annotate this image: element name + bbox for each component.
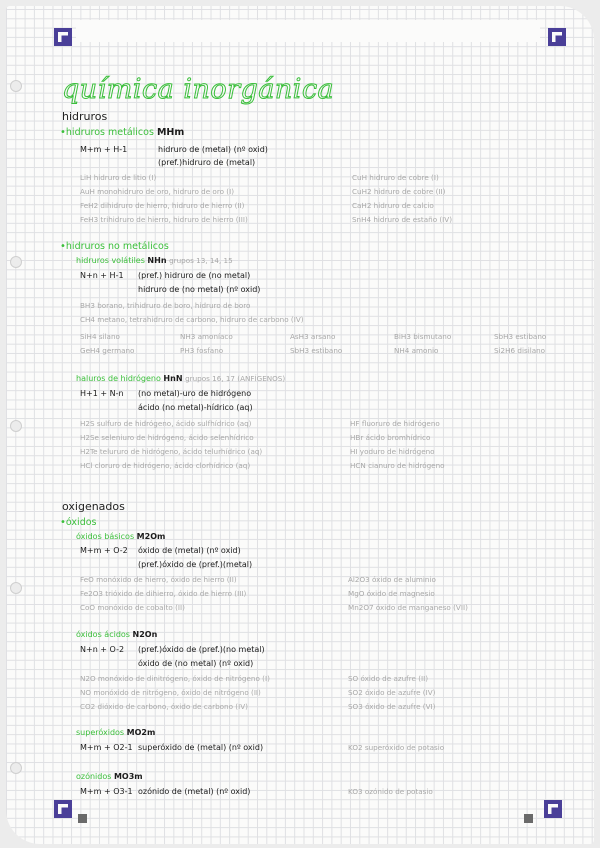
bottom-left-corner-mark: [54, 800, 72, 818]
example-item: N2O monóxido de dinitrógeno, óxido de nitrógeno (I): [80, 674, 270, 683]
example-item: HCN cianuro de hidrógeno: [350, 461, 445, 470]
grid-item: BiH3 bismutano: [394, 332, 452, 341]
example-item: H2Te telururo de hidrógeno, ácido telurhídrico (aq): [80, 447, 263, 456]
example-item: SO3 óxido de azufre (VI): [348, 702, 436, 711]
example-item: SnH4 hidruro de estaño (IV): [352, 215, 453, 224]
example-item: Al2O3 óxido de aluminio: [348, 575, 436, 584]
header-strip: [76, 20, 540, 42]
example-item: MgO óxido de magnesio: [348, 589, 435, 598]
rule-hidruros-metalicos: M+m + H-1: [80, 145, 128, 154]
grid-item: SbH3 estibano: [494, 332, 547, 341]
subheading-ozonidos: ozónidos MO3m: [76, 772, 143, 781]
name-rule-1: óxido de (metal) (nº oxid): [138, 546, 241, 555]
subsection-hidruros-no-metalicos: •hidruros no metálicos: [60, 241, 169, 252]
grid-item: SbH3 estibano: [290, 346, 343, 355]
name-rule-1: (no metal)-uro de hidrógeno: [138, 389, 252, 398]
example-item: CaH2 hidruro de calcio: [352, 201, 434, 210]
example-item: FeH3 trihidruro de hierro, hidruro de hierro (III): [80, 215, 248, 224]
example-item: HBr ácido bromhídrico: [350, 433, 431, 442]
name-rule-1: ozónido de (metal) (nº oxid): [138, 787, 251, 796]
rule-superoxidos: M+m + O2-1: [80, 743, 133, 752]
example-item: KO2 superóxido de potasio: [348, 743, 445, 752]
binder-hole: [10, 256, 22, 268]
grid-item: NH4 amonio: [394, 346, 439, 355]
name-rule-1: (pref.) hidruro de (no metal): [138, 271, 251, 280]
subheading-superoxidos: superóxidos MO2m: [76, 728, 156, 737]
example-item: FeO monóxido de hierro, óxido de hierro (II): [80, 575, 237, 584]
example-item: AuH monohidruro de oro, hidruro de oro (I): [80, 187, 235, 196]
grid-item: GeH4 germano: [80, 346, 135, 355]
example-item: SO2 óxido de azufre (IV): [348, 688, 436, 697]
name-rule-2: óxido de (no metal) (nº oxid): [138, 659, 254, 668]
rule-acidos: N+n + O-2: [80, 645, 125, 654]
subsection-oxidos: •óxidos: [60, 517, 97, 528]
example-item: KO3 ozónido de potasio: [348, 787, 433, 796]
example-item: H2Se seleniuro de hidrógeno, ácido selenhídrico: [80, 433, 254, 442]
example-item: BH3 borano, trihidruro de boro, hidruro de boro: [80, 301, 251, 310]
grid-item: PH3 fosfano: [180, 346, 224, 355]
name-rule-2: (pref.)óxido de (pref.)(metal): [138, 560, 253, 569]
example-item: CoO monóxido de cobalto (II): [80, 603, 185, 612]
example-item: SO óxido de azufre (II): [348, 674, 429, 683]
page-title: química inorgánica: [62, 74, 335, 105]
subsection-hidruros-metalicos: •hidruros metálicos MHm: [60, 127, 185, 138]
top-right-corner-mark: [548, 28, 566, 46]
grid-item: Si2H6 disilano: [494, 346, 546, 355]
example-item: NO monóxido de nitrógeno, óxido de nitrógeno (II): [80, 688, 261, 697]
rule-basicos: M+m + O-2: [80, 546, 128, 555]
bottom-right-corner-mark: [544, 800, 562, 818]
rule-ozonidos: M+m + O3-1: [80, 787, 133, 796]
example-item: H2S sulfuro de hidrógeno, ácido sulfhídrico (aq): [80, 419, 252, 428]
example-item: Mn2O7 óxido de manganeso (VII): [348, 603, 468, 612]
rule-volatiles: N+n + H-1: [80, 271, 124, 280]
example-item: CH4 metano, tetrahidruro de carbono, hidruro de carbono (IV): [80, 315, 304, 324]
section-heading-oxigenados: oxigenados: [62, 500, 125, 513]
top-left-corner-mark: [54, 28, 72, 46]
subheading-oxidos-acidos: óxidos ácidos N2On: [76, 630, 158, 639]
binder-hole: [10, 762, 22, 774]
section-heading-hidruros: hidruros: [62, 110, 108, 123]
binder-hole: [10, 80, 22, 92]
example-item: HI yoduro de hidrógeno: [350, 447, 435, 456]
example-item: FeH2 dihidruro de hierro, hidruro de hierro (II): [80, 201, 245, 210]
subheading-hidruros-volatiles: hidruros volátiles NHn grupos 13, 14, 15: [76, 256, 233, 265]
bottom-right-square: [524, 814, 533, 823]
binder-hole: [10, 582, 22, 594]
example-item: HCl cloruro de hidrógeno, ácido clorhídrico (aq): [80, 461, 251, 470]
example-item: CuH hidruro de cobre (I): [352, 173, 439, 182]
grid-item: SiH4 silano: [80, 332, 120, 341]
bottom-left-square: [78, 814, 87, 823]
example-item: LiH hidruro de litio (I): [80, 173, 157, 182]
name-rule-2: ácido (no metal)-hídrico (aq): [138, 403, 253, 412]
name-rule-2: (pref.)hidruro de (metal): [158, 158, 256, 167]
example-item: HF fluoruro de hidrógeno: [350, 419, 440, 428]
grid-item: AsH3 arsano: [290, 332, 336, 341]
binder-hole: [10, 420, 22, 432]
grid-item: NH3 amoníaco: [180, 332, 233, 341]
rule-haluros: H+1 + N-n: [80, 389, 124, 398]
name-rule-1: hidruro de (metal) (nº oxid): [158, 145, 268, 154]
name-rule-1: superóxido de (metal) (nº oxid): [138, 743, 264, 752]
subheading-haluros: haluros de hidrógeno HnN grupos 16, 17 (ANFÍGENOS): [76, 374, 286, 383]
example-item: Fe2O3 trióxido de dihierro, óxido de hierro (III): [80, 589, 247, 598]
name-rule-1: (pref.)óxido de (pref.)(no metal): [138, 645, 265, 654]
example-item: CO2 dióxido de carbono, óxido de carbono (IV): [80, 702, 248, 711]
name-rule-2: hidruro de (no metal) (nº oxid): [138, 285, 261, 294]
subheading-oxidos-basicos: óxidos básicos M2Om: [76, 532, 166, 541]
example-item: CuH2 hidruro de cobre (II): [352, 187, 446, 196]
